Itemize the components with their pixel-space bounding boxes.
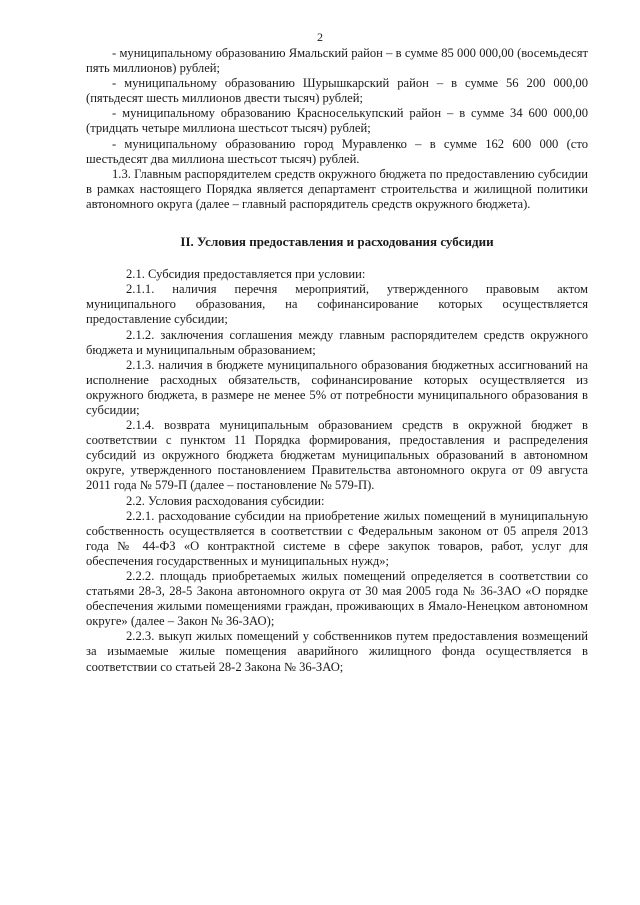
paragraph-2-2-3: 2.2.3. выкуп жилых помещений у собственников путем предоставления возмещений за изымаемые жилые помещения аварийного жилищного фонда осуществляется в соответствии со статьей 28-2 Закона № 36-ЗАО; (86, 629, 588, 674)
paragraph-krasnoselkup: - муниципальному образованию Красноселькупский район – в сумме 34 600 000,00 (тридцать четыре миллиона шестьсот тысяч) рублей; (86, 106, 588, 136)
paragraph-2-2-1: 2.2.1. расходование субсидии на приобретение жилых помещений в муниципальную собственность осуществляется в соответствии с Федеральным законом от 05 апреля 2013 года № 44-ФЗ «О контрактной системе в сфере закупок товаров, работ, услуг для обеспечения государственных и муниципальных нужд»; (86, 508, 588, 568)
paragraph-2-1-1: 2.1.1. наличия перечня мероприятий, утвержденного правовым актом муниципального образования, на софинансирование которых осуществляется предоставление субсидии; (86, 282, 588, 327)
paragraph-2-2-2: 2.2.2. площадь приобретаемых жилых помещений определяется в соответствии со статьями 28-3, 28-5 Закона автономного округа от 30 мая 2005 года № 36-ЗАО «О порядке обеспечения жилыми помещениями граждан, проживающих в Ямало-Ненецком автономном округе» (далее – Закон № 36-ЗАО); (86, 569, 588, 629)
paragraph-muravlenko: - муниципальному образованию город Муравленко – в сумме 162 600 000 (сто шестьдесят два миллиона шестьсот тысяч) рублей. (86, 136, 588, 166)
section-heading: II. Условия предоставления и расходования субсидии (180, 234, 494, 250)
paragraph-2-1: 2.1. Субсидия предоставляется при условии: (126, 267, 366, 282)
paragraph-2-1-2: 2.1.2. заключения соглашения между главным распорядителем средств окружного бюджета и муниципальным образованием; (86, 327, 588, 357)
paragraph-1-3: 1.3. Главным распорядителем средств окружного бюджета по предоставлению субсидии в рамках настоящего Порядка является департамент строительства и жилищной политики автономного округа (далее – главный распорядитель средств окружного бюджета). (86, 166, 588, 211)
paragraph-2-2: 2.2. Условия расходования субсидии: (126, 493, 325, 508)
page-number: 2 (317, 30, 323, 44)
paragraph-shuryshkar: - муниципальному образованию Шурышкарский район – в сумме 56 200 000,00 (пятьдесят шесть миллионов двести тысяч) рублей; (86, 76, 588, 106)
paragraph-2-1-3: 2.1.3. наличия в бюджете муниципального образования бюджетных ассигнований на исполнение расходных обязательств, софинансирование которых осуществляется из окружного бюджета, в размере не менее 5% от потребности муниципального образования в субсидии; (86, 357, 588, 417)
paragraph-yamal: - муниципальному образованию Ямальский район – в сумме 85 000 000,00 (восемьдесят пять миллионов) рублей; (86, 46, 588, 76)
document-body (86, 46, 588, 675)
paragraph-2-1-4: 2.1.4. возврата муниципальным образованием средств в окружной бюджет в соответствии с пунктом 11 Порядка формирования, предоставления и распределения субсидий из окружного бюджета бюджетам муниципальных образований в автономном округе, утвержденного постановлением Правительства автономного округа от 09 августа 2011 года № 579-П (далее – постановление № 579-П). (86, 418, 588, 493)
